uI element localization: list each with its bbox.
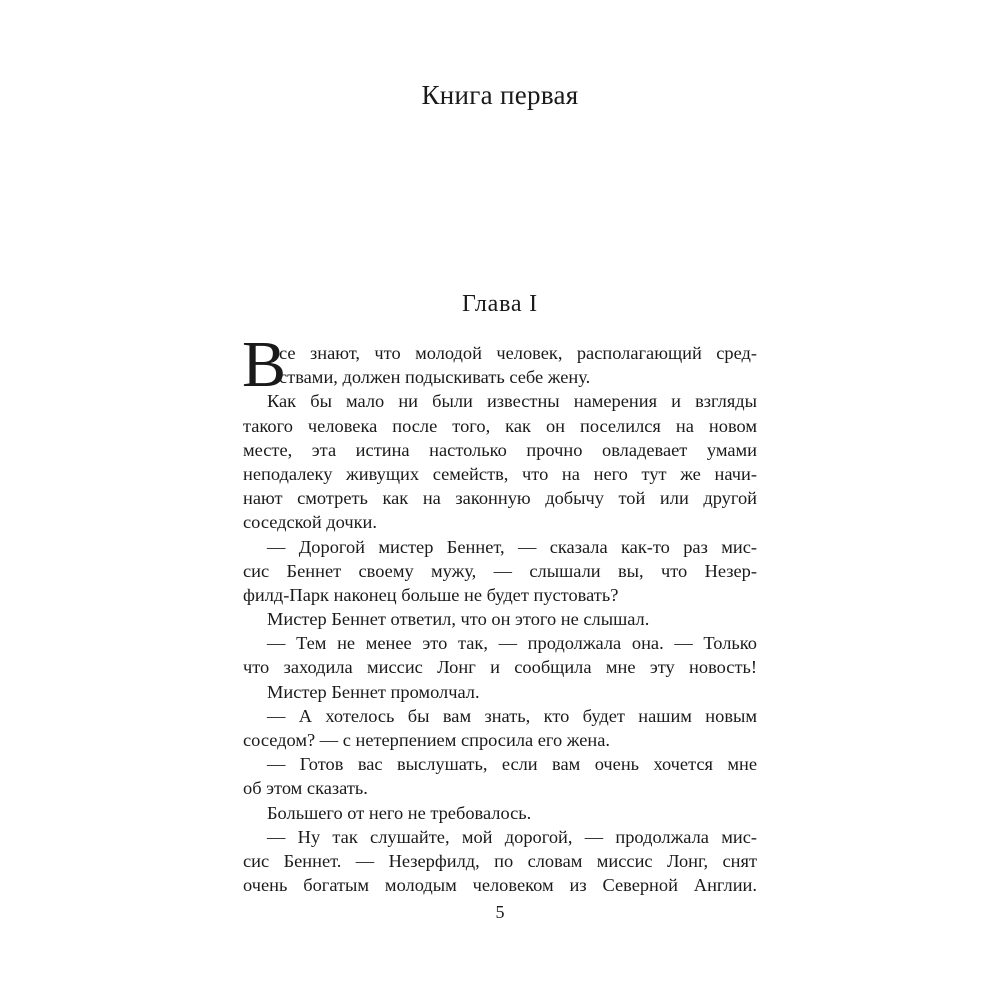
text-line: ствами, должен подыскивать себе жену. [279,367,591,388]
text-line: — А хотелось бы вам знать, кто будет нашим новым [267,705,757,726]
text-line: — Дорогой мистер Беннет, — сказала как-то раз мис- [267,536,757,557]
text-line: филд-Парк наконец больше не будет пустовать? [243,584,619,605]
text-line: сис Беннет. — Незерфилд, по словам миссис Лонг, снят [243,850,757,871]
text-line: Мистер Беннет ответил, что он этого не слышал. [267,609,650,630]
text-line: Как бы мало ни были известны намерения и взгляды [267,391,757,412]
text-line: нают смотреть как на законную добычу той или другой [243,488,757,509]
book-title: Книга первая [421,80,579,110]
text-line: что заходила миссис Лонг и сообщила мне эту новость! [243,657,757,678]
text-line: очень богатым молодым человеком из Северной Англии. [243,875,757,896]
text-line: Большего от него не требовалось. [267,802,532,823]
opening-paragraph [242,328,757,401]
chapter-body-text [242,328,757,897]
text-line: — Готов вас выслушать, если вам очень хочется мне [267,754,757,775]
text-line: месте, эта истина настолько прочно овладевает умами [243,439,757,460]
text-line: неподалеку живущих семейств, что на него тут же начи- [243,463,757,484]
text-line: — Тем не менее это так, — продолжала она. — Только [267,633,757,654]
chapter-title: Глава I [462,291,538,317]
text-line: сис Беннет своему мужу, — слышали вы, что Незер- [243,560,757,581]
text-line: такого человека после того, как он поселился на новом [243,415,757,436]
text-line: соседской дочки. [243,512,377,533]
page-number: 5 [495,902,505,922]
text-line: се знают, что молодой человек, располагающий сред- [279,343,757,363]
text-line: соседом? — с нетерпением спросила его жена. [243,730,611,750]
text-line: Мистер Беннет промолчал. [267,681,480,702]
text-line: — Ну так слушайте, мой дорогой, — продолжала мис- [267,826,757,847]
text-line: об этом сказать. [243,778,368,799]
drop-cap: В [242,328,287,401]
